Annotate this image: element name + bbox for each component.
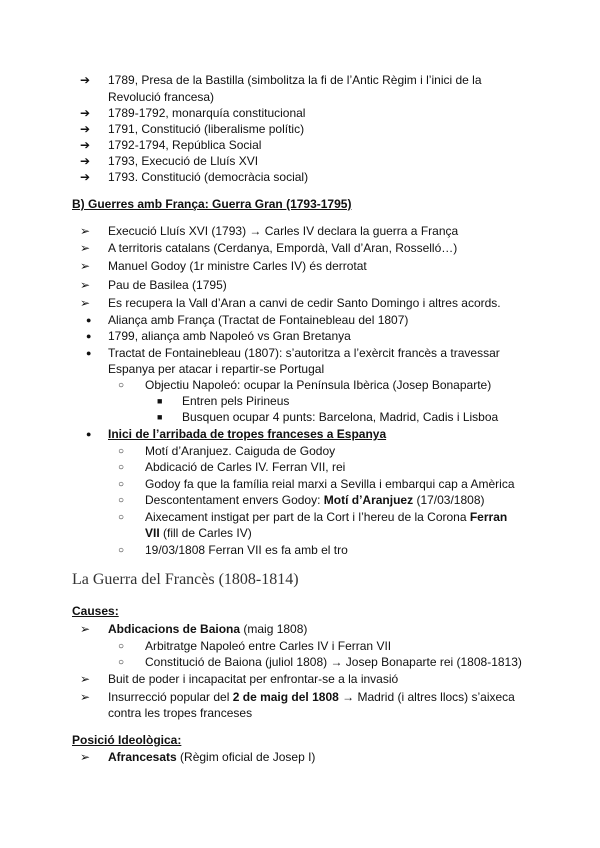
list-item: Arbitratge Napoleó entre Carles IV i Ferran VII <box>145 639 392 653</box>
bullet-circle-icon: ○ <box>118 512 125 523</box>
list-item: Manuel Godoy (1r ministre Carles IV) és derrotat <box>108 259 367 273</box>
list-item: Tractat de Fontainebleau (1807): s’autoritza a l’exèrcit francès a travessar <box>108 346 500 360</box>
bullet-circle-icon: ○ <box>118 479 125 490</box>
arrow-icon: ➔ <box>80 106 91 120</box>
section-b-heading: B) Guerres amb França: Guerra Gran (1793-1795) <box>72 197 352 211</box>
aixecament-text: Aixecament instigat per part de la Cort i l’hereu de la Corona <box>145 510 470 524</box>
arrow-icon: ➔ <box>80 122 91 136</box>
list-item <box>108 689 515 706</box>
arrow-icon: ➔ <box>80 138 91 152</box>
bullet-circle-icon: ○ <box>118 462 125 473</box>
list-item: Buit de poder i incapacitat per enfrontar-se a la invasió <box>108 672 399 686</box>
chevron-icon: ➢ <box>80 224 91 238</box>
list-item: Es recupera la Vall d’Aran a canvi de cedir Santo Domingo i altres acords. <box>108 296 501 310</box>
insurreccio-post: → Madrid (i altres llocs) s’aixeca <box>338 690 515 704</box>
arrow-icon: ➔ <box>80 73 91 87</box>
insurreccio-text: Insurrecció popular del <box>108 690 233 704</box>
list-item: Constitució de Baiona (juliol 1808) → Josep Bonaparte rei (1808-1813) <box>145 655 522 669</box>
list-item: 1789, Presa de la Bastilla (simbolitza la fi de l’Antic Règim i l’inici de la Revolució francesa) <box>108 73 482 104</box>
baiona-date: (maig 1808) <box>240 622 308 636</box>
insurreccio-bold: 2 de maig del 1808 <box>232 690 339 704</box>
aixecament-bold: Ferran <box>469 510 508 524</box>
descontentament-date: (17/03/1808) <box>413 493 485 507</box>
bullet-square-icon: ■ <box>157 412 163 422</box>
posicio-heading: Posició Ideològica: <box>72 733 182 747</box>
chevron-icon: ➢ <box>80 672 91 686</box>
chevron-icon: ➢ <box>80 278 91 292</box>
list-item-continuation: Espanya per atacar i repartir-se Portugal <box>108 362 325 376</box>
bullet-circle-icon: ○ <box>118 495 125 506</box>
list-item: Pau de Basilea (1795) <box>108 278 227 292</box>
list-item: Motí d’Aranjuez. Caiguda de Godoy <box>145 444 336 458</box>
list-item: Aliança amb França (Tractat de Fontainebleau del 1807) <box>108 313 409 327</box>
bullet-dot-icon: ● <box>86 429 92 439</box>
list-item <box>108 621 307 638</box>
descontentament-bold: Motí d’Aranjuez <box>323 493 414 507</box>
list-item: Objectiu Napoleó: ocupar la Península Ibèrica (Josep Bonaparte) <box>145 378 492 392</box>
list-item: Execució Lluís XVI (1793) → Carles IV declara la guerra a França <box>108 224 459 238</box>
list-item <box>145 492 485 509</box>
bullet-circle-icon: ○ <box>118 380 125 391</box>
list-item: 1791, Constitució (liberalisme polític) <box>108 122 305 136</box>
list-item: Godoy fa que la família reial marxi a Sevilla i embarqui cap a Amèrica <box>145 477 515 491</box>
inici-heading: Inici de l’arribada de tropes franceses a Espanya <box>108 427 387 441</box>
list-item: 1793. Constitució (democràcia social) <box>108 170 309 184</box>
list-item: A territoris catalans (Cerdanya, Empordà, Vall d’Aran, Rosselló…) <box>108 241 458 255</box>
list-item: 1793, Execució de Lluís XVI <box>108 154 259 168</box>
list-item: Abdicació de Carles IV. Ferran VII, rei <box>145 460 346 474</box>
list-item <box>108 749 315 766</box>
chevron-icon: ➢ <box>80 690 91 704</box>
arrow-icon: ➔ <box>80 170 91 184</box>
bullet-dot-icon: ● <box>86 331 92 341</box>
list-item: Entren pels Pirineus <box>182 394 290 408</box>
causes-heading: Causes: <box>72 604 119 618</box>
chevron-icon: ➢ <box>80 259 91 273</box>
chevron-icon: ➢ <box>80 750 91 764</box>
list-item: 1789-1792, monarquía constitucional <box>108 106 306 120</box>
aixecament-bold-2: VII <box>145 526 160 540</box>
list-item <box>145 509 507 526</box>
bullet-circle-icon: ○ <box>118 446 125 457</box>
bullet-circle-icon: ○ <box>118 545 125 556</box>
bullet-dot-icon: ● <box>86 348 92 358</box>
chevron-icon: ➢ <box>80 241 91 255</box>
bullet-square-icon: ■ <box>157 396 163 406</box>
chevron-icon: ➢ <box>80 622 91 636</box>
bullet-circle-icon: ○ <box>118 641 125 652</box>
aixecament-post: (fill de Carles IV) <box>159 526 252 540</box>
bullet-dot-icon: ● <box>86 315 92 325</box>
list-item-continuation: contra les tropes franceses <box>108 706 253 720</box>
arrow-icon: ➔ <box>80 154 91 168</box>
list-item: Busquen ocupar 4 punts: Barcelona, Madrid, Cadis i Lisboa <box>182 410 499 424</box>
chevron-icon: ➢ <box>80 296 91 310</box>
section-title: La Guerra del Francès (1808-1814) <box>72 571 299 588</box>
baiona-bold: Abdicacions de Baiona <box>108 622 241 636</box>
list-item: 1792-1794, República Social <box>108 138 262 152</box>
list-item: 1799, aliança amb Napoleó vs Gran Bretanya <box>108 329 351 343</box>
descontentament-text: Descontentament envers Godoy: <box>145 493 324 507</box>
bullet-circle-icon: ○ <box>118 657 125 668</box>
list-item-continuation <box>145 525 252 542</box>
afrancesats-bold: Afrancesats <box>108 750 177 764</box>
list-item: 19/03/1808 Ferran VII es fa amb el tro <box>145 543 348 557</box>
afrancesats-post: (Règim oficial de Josep I) <box>176 750 316 764</box>
